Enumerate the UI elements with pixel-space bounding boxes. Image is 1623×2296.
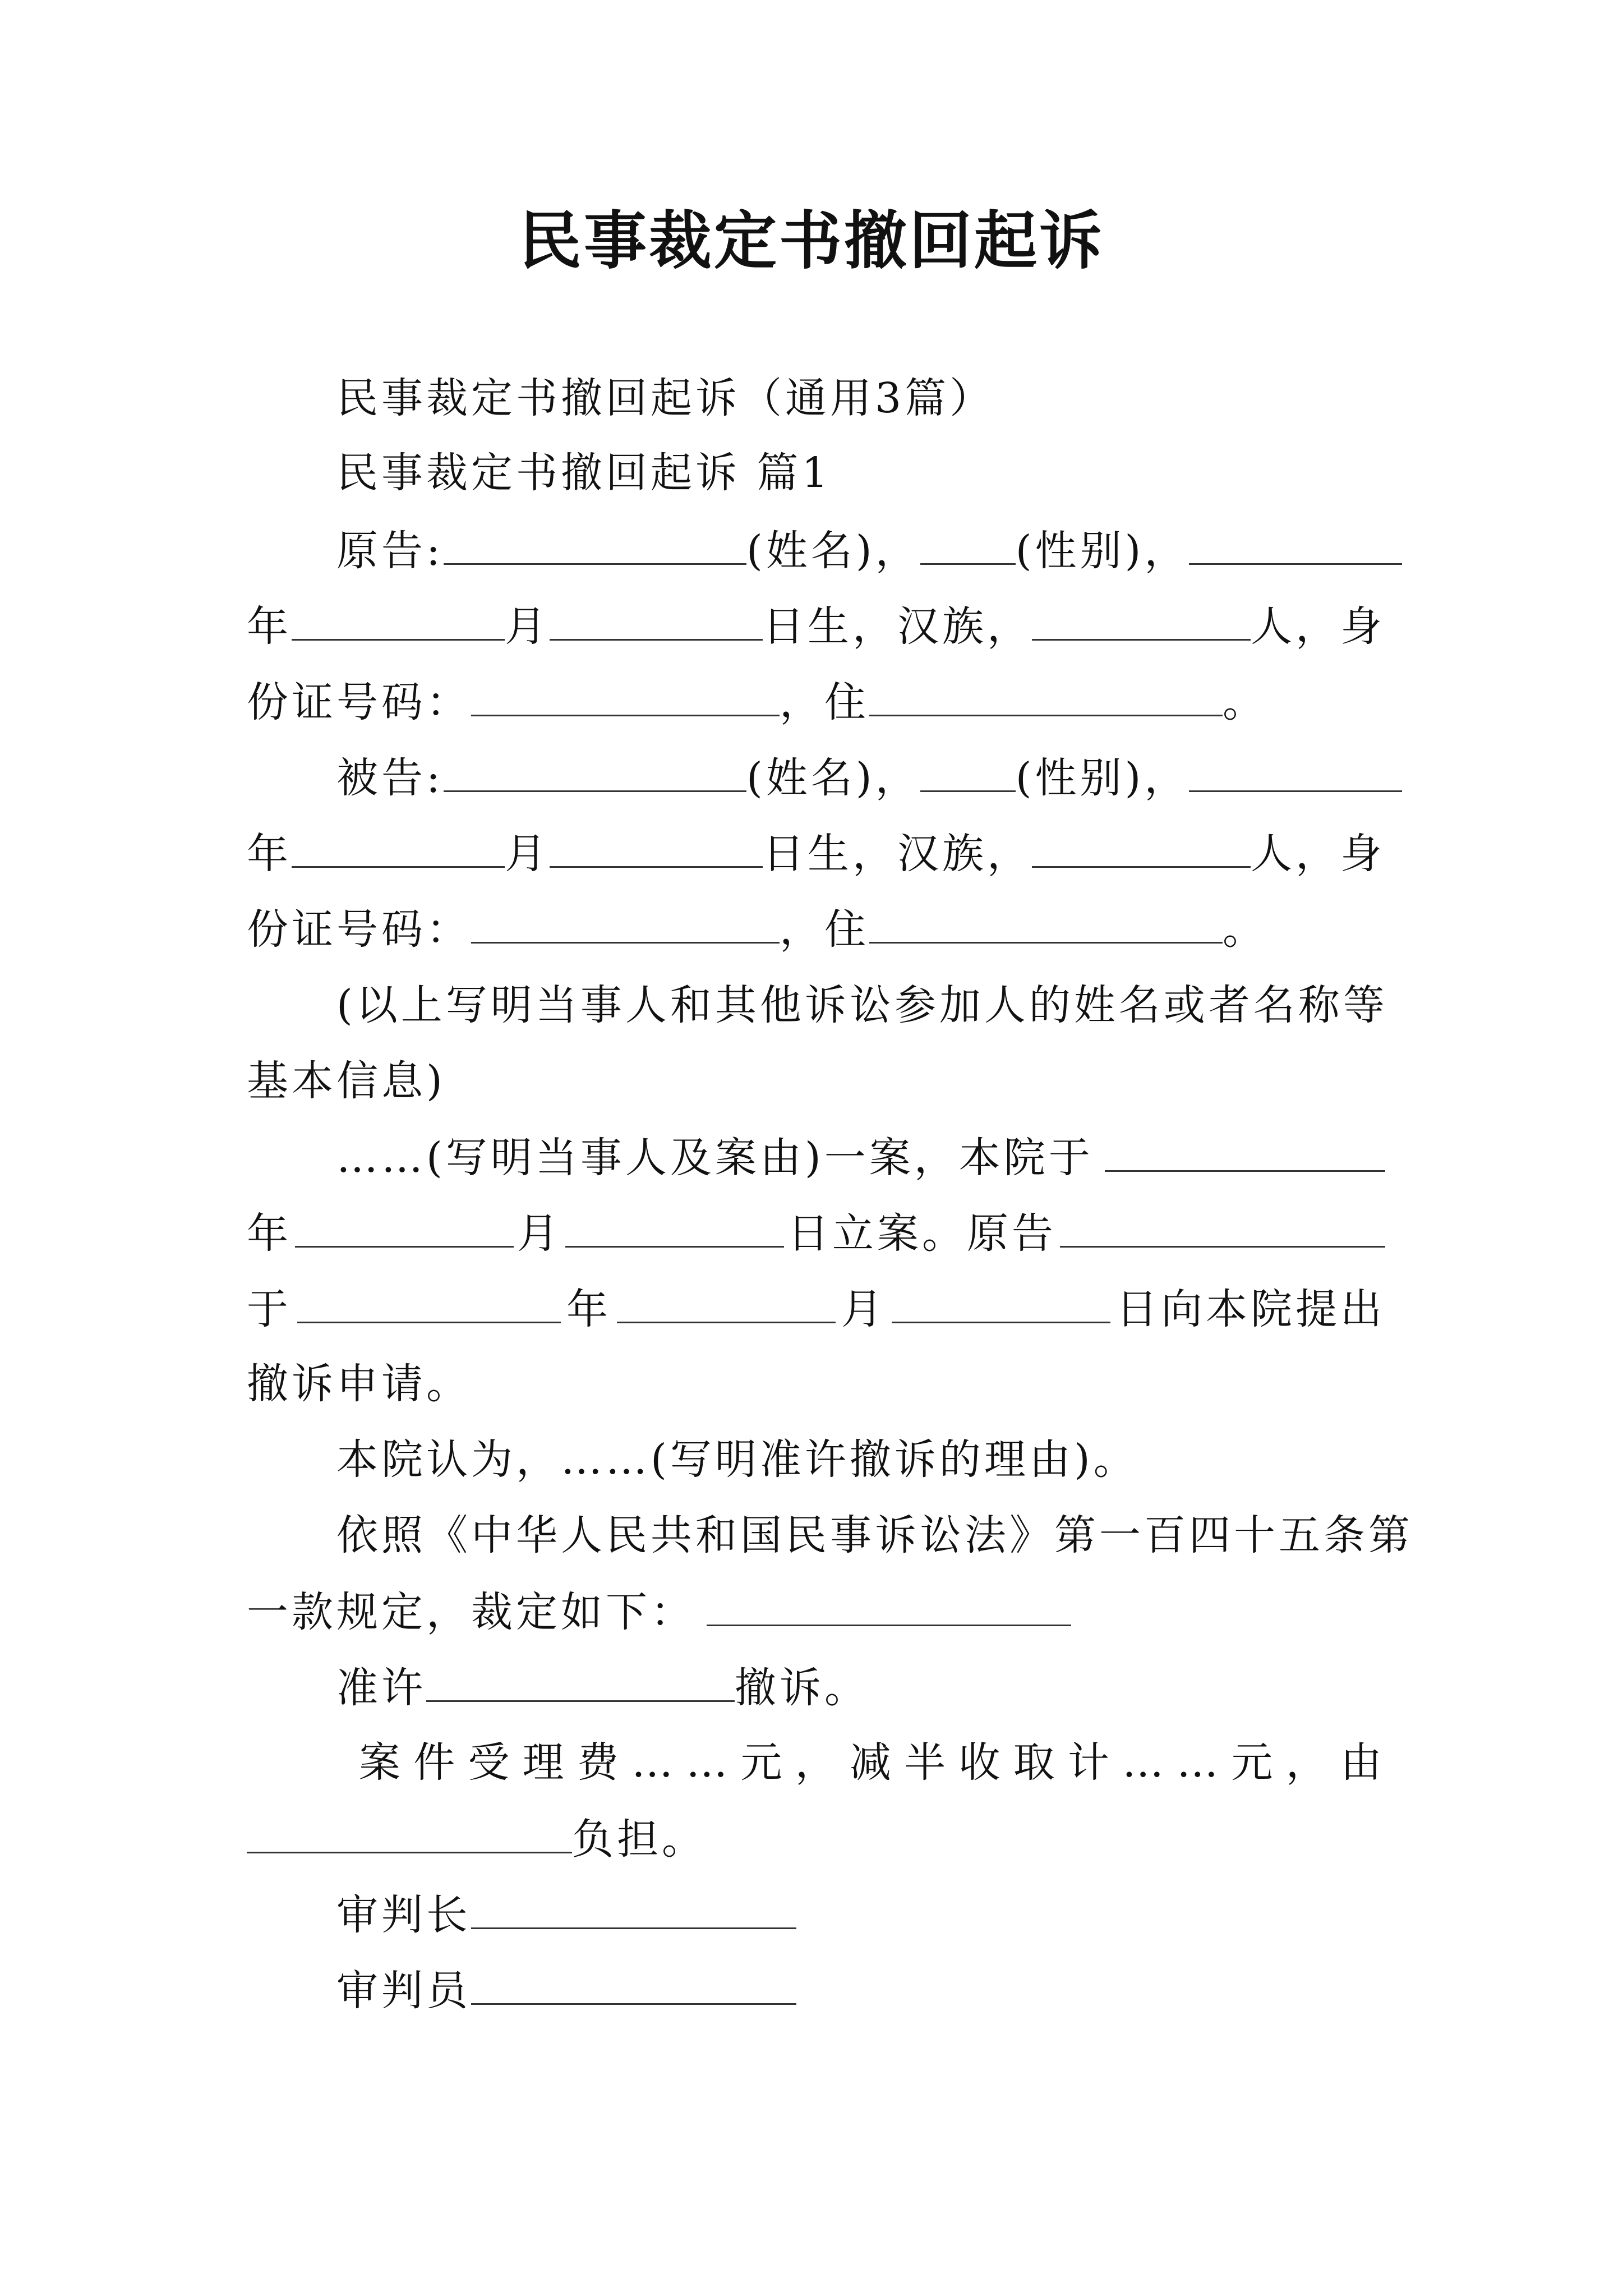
ruling-permit: 准许 bbox=[336, 1664, 426, 1712]
case-text-4: 撤诉申请。 bbox=[247, 1360, 471, 1408]
judge-label: 审判员 bbox=[336, 1967, 471, 2015]
plaintiff-id-blank[interactable] bbox=[471, 673, 780, 716]
defendant-origin-blank[interactable] bbox=[1032, 825, 1251, 868]
case-line-2 bbox=[247, 1204, 1385, 1260]
case-filed-year-blank[interactable] bbox=[1105, 1129, 1385, 1172]
defendant-gender-suffix: (性别)， bbox=[1015, 754, 1189, 802]
fee-char: ， bbox=[795, 1738, 840, 1787]
fee-burden: 负担。 bbox=[572, 1815, 707, 1864]
case-filed-day-blank[interactable] bbox=[565, 1204, 784, 1248]
defendant-address-label: ，住 bbox=[780, 905, 869, 954]
case-filed-month-blank[interactable] bbox=[295, 1204, 514, 1248]
case-year2-label: 年 bbox=[566, 1285, 611, 1333]
fee-char: 元 bbox=[1231, 1738, 1276, 1787]
plaintiff-origin-blank[interactable] bbox=[1032, 597, 1251, 641]
case-applied-text: 日向本院提出 bbox=[1116, 1285, 1385, 1333]
case-filed-text: 日立案。原告 bbox=[787, 1209, 1057, 1258]
case-apply-year-blank[interactable] bbox=[297, 1280, 561, 1323]
fee-char: 收 bbox=[958, 1738, 1004, 1787]
fee-char: 件 bbox=[413, 1738, 459, 1787]
fee-char: … bbox=[1122, 1738, 1168, 1787]
defendant-line-1 bbox=[336, 749, 1385, 805]
case-month-label: 月 bbox=[517, 1209, 562, 1258]
section-heading-text: 民事裁定书撤回起诉 篇1 bbox=[336, 449, 832, 497]
plaintiff-line-2 bbox=[247, 597, 1385, 654]
chief-judge-label: 审判长 bbox=[336, 1891, 471, 1939]
defendant-line-3 bbox=[247, 900, 1385, 956]
fee-char: … bbox=[631, 1738, 677, 1787]
fee-char: … bbox=[686, 1738, 731, 1787]
plaintiff-end: 。 bbox=[1223, 678, 1267, 726]
fee-line-2 bbox=[247, 1810, 1385, 1866]
plaintiff-name-suffix: (姓名)， bbox=[746, 527, 920, 575]
fee-line-1 bbox=[359, 1734, 1385, 1791]
fee-char: 元 bbox=[740, 1738, 786, 1787]
defendant-gender-blank[interactable] bbox=[920, 749, 1016, 792]
defendant-birth-month-blank[interactable] bbox=[292, 825, 505, 868]
ruling-party-blank[interactable] bbox=[426, 1659, 735, 1702]
legal-basis-line-2 bbox=[247, 1583, 1385, 1639]
case-year-label: 年 bbox=[247, 1209, 292, 1258]
fee-char: 计 bbox=[1067, 1738, 1113, 1787]
defendant-id-label: 份证号码： bbox=[247, 905, 471, 954]
plaintiff-name-blank[interactable] bbox=[444, 522, 746, 565]
plaintiff-year-label: 年 bbox=[247, 602, 292, 651]
defendant-id-blank[interactable] bbox=[471, 900, 780, 944]
plaintiff-person-suffix: 人，身 bbox=[1251, 602, 1385, 651]
chief-judge-line bbox=[336, 1886, 1385, 1942]
case-apply-month-blank[interactable] bbox=[617, 1280, 836, 1323]
defendant-name-suffix: (姓名)， bbox=[746, 754, 920, 802]
case-month2-label: 月 bbox=[841, 1285, 886, 1333]
defendant-birth-year-blank[interactable] bbox=[1189, 749, 1402, 792]
plaintiff-gender-blank[interactable] bbox=[920, 522, 1016, 565]
defendant-year-label: 年 bbox=[247, 830, 292, 878]
defendant-label: 被告: bbox=[336, 754, 444, 802]
defendant-end: 。 bbox=[1223, 905, 1267, 954]
case-yu-label: 于 bbox=[247, 1285, 292, 1333]
reasoning-text: 本院认为，……(写明准许撤诉的理由)。 bbox=[336, 1435, 1138, 1484]
fee-char: 受 bbox=[468, 1738, 513, 1787]
note-line-1 bbox=[336, 977, 1388, 1033]
judge-blank[interactable] bbox=[471, 1962, 796, 2005]
case-line-4 bbox=[247, 1356, 1385, 1412]
plaintiff-birth-year-blank[interactable] bbox=[1189, 522, 1402, 565]
plaintiff-line-3 bbox=[247, 673, 1385, 729]
fee-char: 案 bbox=[359, 1738, 404, 1787]
fee-char: 减 bbox=[849, 1738, 895, 1787]
ruling-withdraw: 撤诉。 bbox=[735, 1664, 869, 1712]
document-subtitle bbox=[336, 370, 1385, 426]
plaintiff-address-label: ，住 bbox=[780, 678, 869, 726]
fee-char: 取 bbox=[1013, 1738, 1058, 1787]
fee-char: 费 bbox=[577, 1738, 622, 1787]
fee-char: 由 bbox=[1340, 1738, 1385, 1787]
fee-char: ， bbox=[1285, 1738, 1331, 1787]
plaintiff-born-text: 日生，汉族， bbox=[763, 602, 1032, 651]
note-text-2: 基本信息) bbox=[247, 1057, 446, 1105]
plaintiff-birth-month-blank[interactable] bbox=[292, 597, 505, 641]
plaintiff-month-label: 月 bbox=[505, 602, 550, 651]
defendant-address-blank[interactable] bbox=[869, 900, 1223, 944]
fee-char: 半 bbox=[904, 1738, 949, 1787]
document-title: 民事裁定书撤回起诉 bbox=[519, 205, 1104, 278]
legal-basis-text-1: 依照《中华人民共和国民事诉讼法》第一百四十五条第 bbox=[336, 1511, 1413, 1559]
fee-char: … bbox=[1177, 1738, 1222, 1787]
plaintiff-birth-day-blank[interactable] bbox=[550, 597, 763, 641]
chief-judge-blank[interactable] bbox=[471, 1886, 796, 1929]
plaintiff-address-blank[interactable] bbox=[869, 673, 1223, 716]
plaintiff-label: 原告: bbox=[336, 527, 444, 575]
judge-line bbox=[336, 1962, 1385, 2018]
case-text-1: ……(写明当事人及案由)一案，本院于 bbox=[336, 1134, 1094, 1182]
defendant-born-text: 日生，汉族， bbox=[763, 830, 1032, 878]
defendant-person-suffix: 人，身 bbox=[1251, 830, 1385, 878]
section-heading bbox=[336, 445, 1385, 501]
reasoning-line bbox=[336, 1432, 1385, 1488]
legal-basis-text-2: 一款规定，裁定如下： bbox=[247, 1588, 695, 1636]
defendant-name-blank[interactable] bbox=[444, 749, 746, 792]
case-line-3 bbox=[247, 1280, 1385, 1336]
subtitle-text: 民事裁定书撤回起诉（通用3篇） bbox=[336, 374, 995, 422]
fee-party-blank[interactable] bbox=[247, 1810, 572, 1853]
fee-char: 理 bbox=[522, 1738, 568, 1787]
case-plaintiff-blank[interactable] bbox=[1060, 1204, 1385, 1248]
note-line-2 bbox=[247, 1053, 1385, 1109]
case-line-1 bbox=[336, 1129, 1385, 1185]
case-apply-day-blank[interactable] bbox=[892, 1280, 1110, 1323]
plaintiff-line-1 bbox=[336, 522, 1385, 578]
note-text-1: (以上写明当事人和其他诉讼参加人的姓名或者名称等 bbox=[336, 981, 1388, 1029]
legal-basis-line-1 bbox=[336, 1507, 1413, 1563]
ruling-blank[interactable] bbox=[707, 1583, 1071, 1626]
defendant-month-label: 月 bbox=[505, 830, 550, 878]
ruling-line bbox=[336, 1659, 1385, 1715]
defendant-line-2 bbox=[247, 825, 1385, 881]
plaintiff-gender-suffix: (性别)， bbox=[1015, 527, 1189, 575]
plaintiff-id-label: 份证号码： bbox=[247, 678, 471, 726]
defendant-birth-day-blank[interactable] bbox=[550, 825, 763, 868]
